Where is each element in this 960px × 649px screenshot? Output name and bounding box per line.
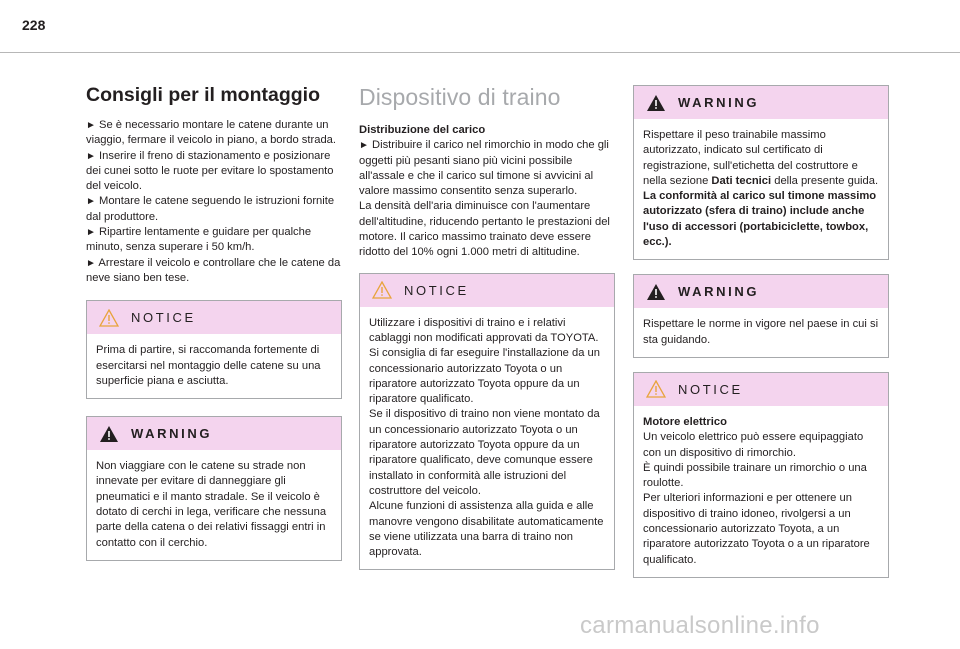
warning-triangle-icon <box>646 283 666 301</box>
notice-box <box>633 372 889 578</box>
warning-triangle-icon <box>646 94 666 112</box>
notice-triangle-icon <box>99 309 119 327</box>
notice-label: NOTICE <box>678 381 743 397</box>
notice-text: Prima di partire, si raccomanda fortemente di esercitarsi nel montaggio delle catene su una superficie piana e asciutta. <box>96 344 321 387</box>
warning-header <box>634 275 888 308</box>
paragraph: La densità dell'aria diminuisce con l'aumentare dell'altitudine, riducendo pertanto le prestazioni del motore. Il carico massimo trainato deve essere ridotto del 10% ogni 1.000 metri di altitudine. <box>359 200 610 259</box>
warning-text: Rispettare le norme in vigore nel paese in cui si sta guidando. <box>643 318 879 346</box>
subheading: Distribuzione del carico <box>359 124 486 136</box>
section-title: Consigli per il montaggio <box>86 84 320 106</box>
bullet-list <box>86 118 342 286</box>
notice-text: Utilizzare i dispositivi di traino e i relativi cablaggi non modificati approvati da TOYOTA. Si consiglia di far eseguire l'installazione da un concessionario autorizzato Toyota o un riparatore autorizzato Toyota oppure da un riparatore qualificato. <box>369 316 600 406</box>
chapter-title: Dispositivo di traino <box>359 84 561 110</box>
bullet-arrow-icon: ► <box>86 257 96 269</box>
notice-text: Un veicolo elettrico può essere equipaggiato con un dispositivo di rimorchio. <box>643 431 864 459</box>
bullet-paragraph <box>359 138 615 260</box>
notice-box <box>86 300 342 399</box>
warning-text-bold: La conformità al carico sul timone massimo autorizzato (sfera di traino) include anche l'uso di accessori (portabiciclette, towbox, ecc.). <box>643 190 877 249</box>
notice-heading <box>643 415 879 430</box>
bullet-item: Ripartire lentamente e guidare per qualche minuto, senza superare i 50 km/h. <box>86 226 312 254</box>
bullet-item: Distribuire il carico nel rimorchio in modo che gli oggetti più pesanti siano più vicini possibile all'assale e che il carico sul timone si avvicini al valore massimo consentito senza superarlo. <box>359 139 609 198</box>
notice-header <box>87 301 341 334</box>
bullet-item: Arrestare il veicolo e controllare che le catene da neve siano ben tese. <box>86 256 341 284</box>
notice-triangle-icon <box>372 281 392 299</box>
notice-header <box>360 274 614 307</box>
warning-box <box>633 85 889 260</box>
notice-text: Alcune funzioni di assistenza alla guida e alle manovre vengono disabilitate automaticamente se viene utilizzata una barra di traino non approvata. <box>369 500 604 559</box>
watermark: carmanualsonline.info <box>580 612 820 639</box>
notice-header <box>634 373 888 406</box>
warning-text-part: Rispettare il peso trainabile massimo autorizzato, indicato sul certificato di registrazione, sull'etichetta del costruttore e nella sezione <box>643 129 858 187</box>
warning-label: WARNING <box>131 426 213 442</box>
bullet-item: Se è necessario montare le catene durante un viaggio, fermare il veicolo in piano, a bordo strada. <box>86 119 336 147</box>
column-2 <box>359 82 615 570</box>
notice-triangle-icon <box>646 380 666 398</box>
notice-label: NOTICE <box>131 310 196 326</box>
warning-strong-text <box>643 189 879 250</box>
warning-header <box>634 86 888 119</box>
column-1 <box>86 82 342 561</box>
bullet-arrow-icon: ► <box>359 140 369 152</box>
warning-text: Non viaggiare con le catene su strade non innevate per evitare di danneggiare gli pneumatici e il manto stradale. Se il veicolo è dotato di cerchi in lega, verificare che nessuna parte della catena o dei relativi fissaggi entri in contatto con il cerchio. <box>96 460 327 549</box>
notice-text: È quindi possibile trainare un rimorchio o una roulotte. <box>643 461 867 490</box>
page-number: 228 <box>22 17 46 33</box>
bullet-arrow-icon: ► <box>86 227 96 239</box>
notice-label: NOTICE <box>404 282 469 298</box>
warning-text <box>643 128 879 189</box>
notice-box <box>359 273 615 571</box>
notice-text: Per ulteriori informazioni e per ottenere un dispositivo di traino idoneo, rivolgersi a un concessionario autorizzato Toyota, a un riparatore autorizzato Toyota o a un riparatore qualificato. <box>643 492 870 566</box>
warning-triangle-icon <box>99 425 119 443</box>
warning-box <box>633 274 889 358</box>
warning-label: WARNING <box>678 95 760 110</box>
bullet-arrow-icon: ► <box>86 120 96 131</box>
warning-label: WARNING <box>678 284 760 300</box>
header-divider <box>0 52 960 53</box>
warning-text-part: della presente guida. <box>771 174 879 187</box>
bullet-arrow-icon: ► <box>86 196 96 208</box>
notice-text: Se il dispositivo di traino non viene montato da un concessionario autorizzato Toyota o un riparatore autorizzato Toyota oppure da un riparatore qualificato, deve comunque essere installato in conformità alle istruzioni del costruttore del veicolo. <box>369 408 600 497</box>
bullet-item: Inserire il freno di stazionamento e posizionare dei cunei sotto le ruote per evitare lo spostamento del veicolo. <box>86 149 334 193</box>
warning-text-bold: Dati tecnici <box>711 174 772 187</box>
column-3 <box>633 85 889 578</box>
notice-heading-text: Motore elettrico <box>643 415 727 428</box>
warning-header <box>87 417 341 450</box>
warning-box <box>86 416 342 561</box>
bullet-arrow-icon: ► <box>86 150 96 162</box>
bullet-item: Montare le catene seguendo le istruzioni fornite dal produttore. <box>86 195 335 223</box>
